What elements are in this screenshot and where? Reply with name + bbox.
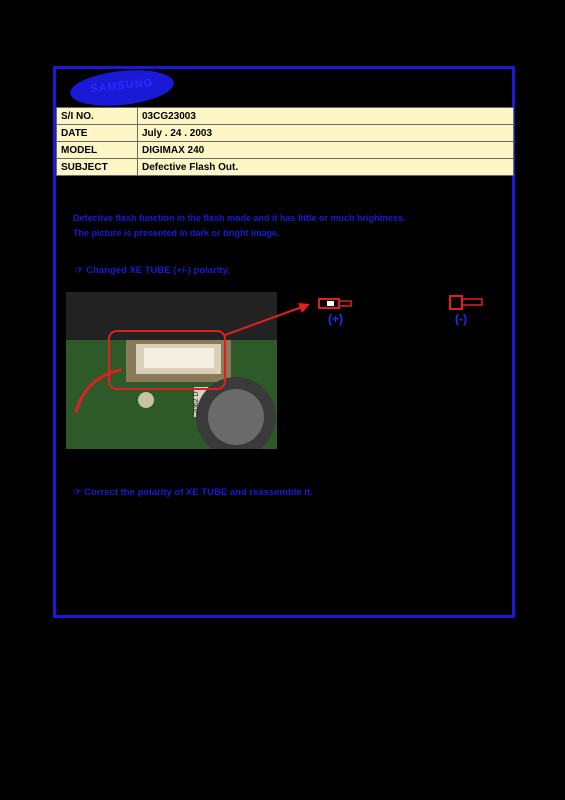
xe-tube-minus-icon [448,294,484,314]
subject-label: SUBJECT [57,159,138,176]
table-row [57,108,514,125]
model-value: DIGIMAX 240 [138,142,514,159]
table-row [57,125,514,142]
si-no-value: 03CG23003 [138,108,514,125]
table-row [57,142,514,159]
description [73,211,406,241]
logo-text: SAMSUNG [89,76,154,96]
component-label: 2062 D [193,391,200,414]
description-line-2: The picture is presented in dark or bright image. [73,228,280,238]
table-row [57,159,514,176]
description-line-1: Defective flash function in the flash mode and it has little or much brightness. [73,213,406,223]
cause-text: ☞ Changed XE TUBE (+/-) polarity. [75,265,230,276]
subject-value: Defective Flash Out. [138,159,514,176]
polarity-plus: (+) [328,312,343,326]
date-label: DATE [57,125,138,142]
polarity-minus: (-) [455,312,467,326]
solution-text: ☞ Correct the polarity of XE TUBE and reassemble it. [73,487,313,498]
info-table [56,107,514,176]
date-value: July . 24 . 2003 [138,125,514,142]
model-label: MODEL [57,142,138,159]
si-no-label: S/I NO. [57,108,138,125]
xe-tube-plus-icon [318,296,352,312]
